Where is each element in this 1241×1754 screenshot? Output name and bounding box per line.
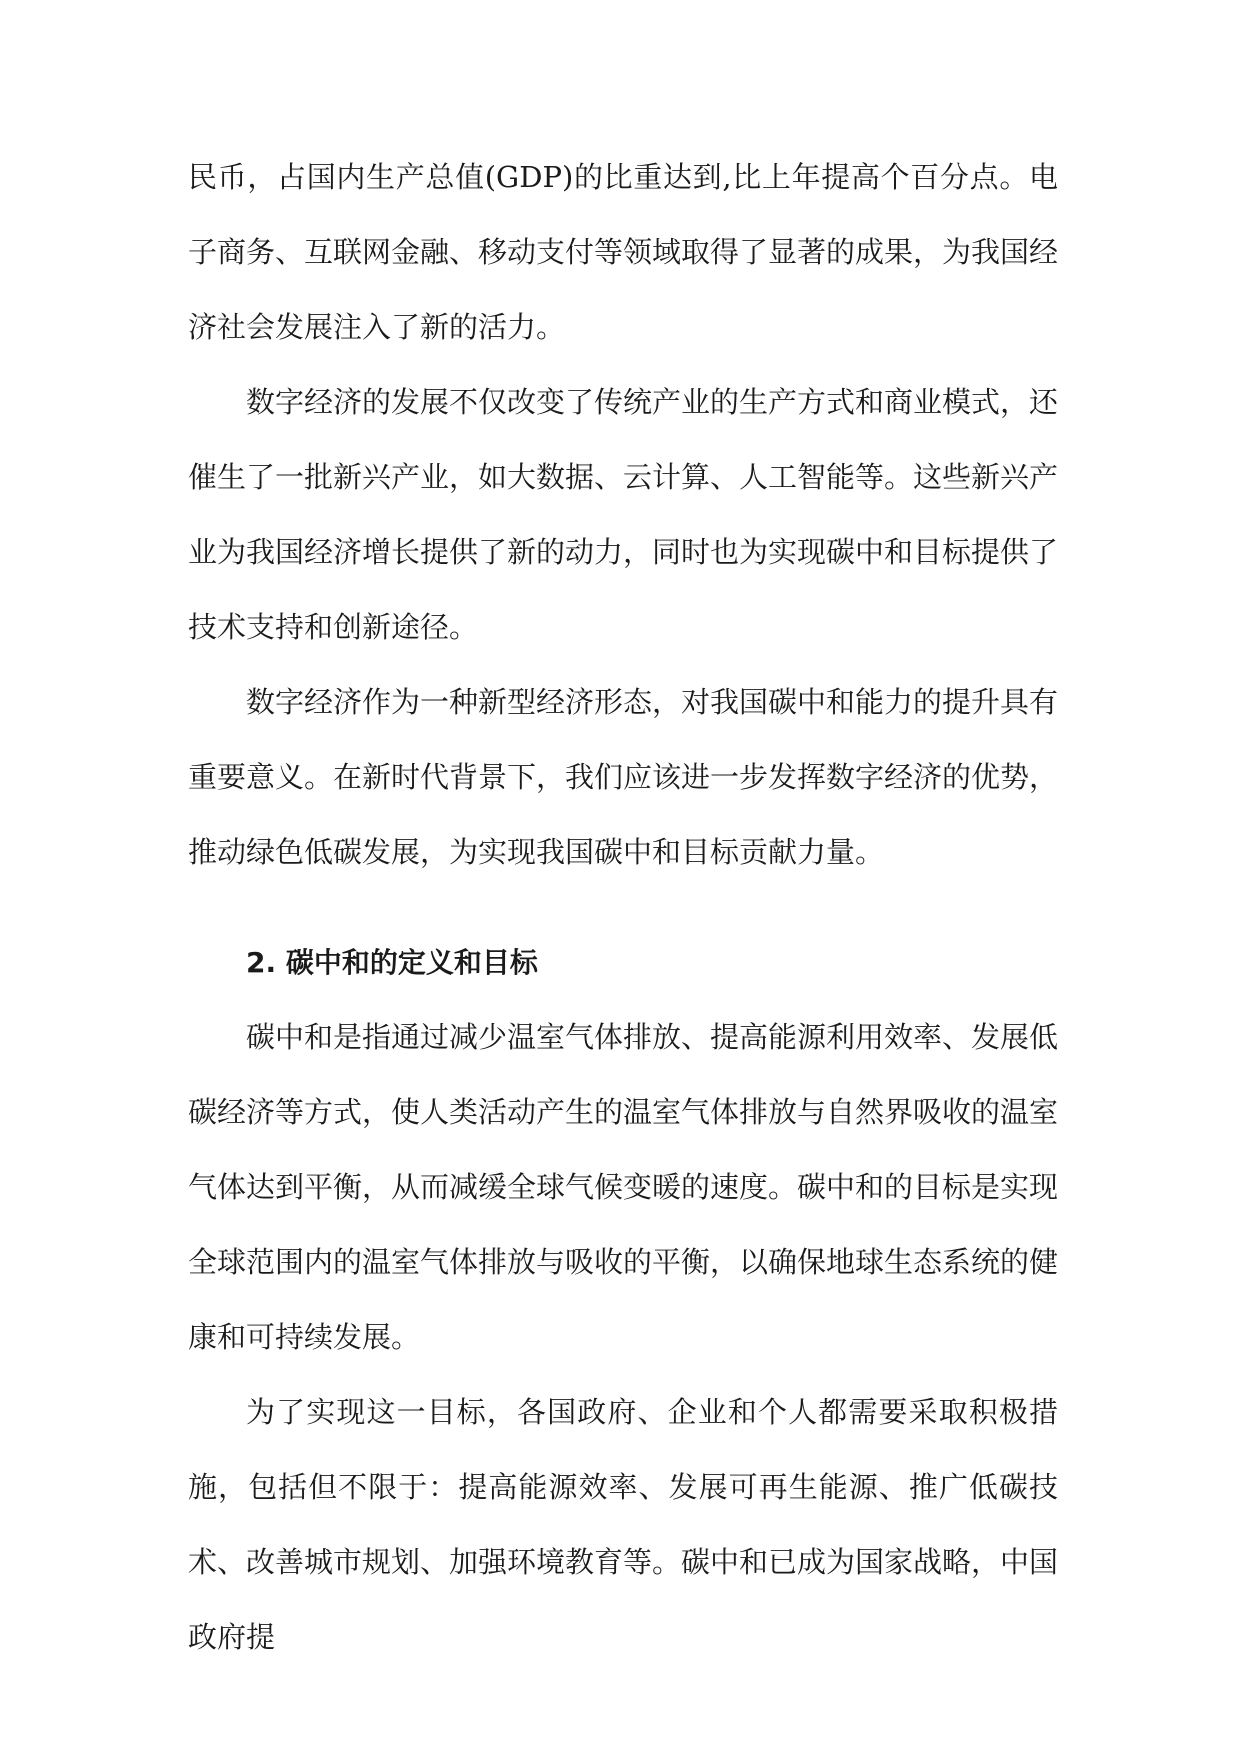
paragraph-digital-economy-scale: 民币，占国内生产总值(GDP)的比重达到,比上年提高个百分点。电子商务、互联网金融、移动支付等领域取得了显著的成果，为我国经济社会发展注入了新的活力。 — [188, 160, 1059, 344]
document-body — [188, 140, 1058, 1675]
paragraph-digital-economy-industries: 数字经济的发展不仅改变了传统产业的生产方式和商业模式，还催生了一批新兴产业，如大数据、云计算、人工智能等。这些新兴产业为我国经济增长提供了新的动力，同时也为实现碳中和目标提供了技术支持和创新途径。 — [188, 385, 1059, 644]
paragraph-carbon-neutrality-measures: 为了实现这一目标，各国政府、企业和个人都需要采取积极措施，包括但不限于：提高能源效率、发展可再生能源、推广低碳技术、改善城市规划、加强环境教育等。碳中和已成为国家战略，中国政府提 — [188, 1395, 1059, 1654]
paragraph-digital-economy-significance: 数字经济作为一种新型经济形态，对我国碳中和能力的提升具有重要意义。在新时代背景下，我们应该进一步发挥数字经济的优势，推动绿色低碳发展，为实现我国碳中和目标贡献力量。 — [188, 685, 1059, 869]
paragraph-carbon-neutrality-definition: 碳中和是指通过减少温室气体排放、提高能源利用效率、发展低碳经济等方式，使人类活动产生的温室气体排放与自然界吸收的温室气体达到平衡，从而减缓全球气候变暖的速度。碳中和的目标是实现全球范围内的温室气体排放与吸收的平衡，以确保地球生态系统的健康和可持续发展。 — [188, 1020, 1059, 1354]
section-heading-carbon-neutrality: 2. 碳中和的定义和目标 — [246, 946, 538, 979]
